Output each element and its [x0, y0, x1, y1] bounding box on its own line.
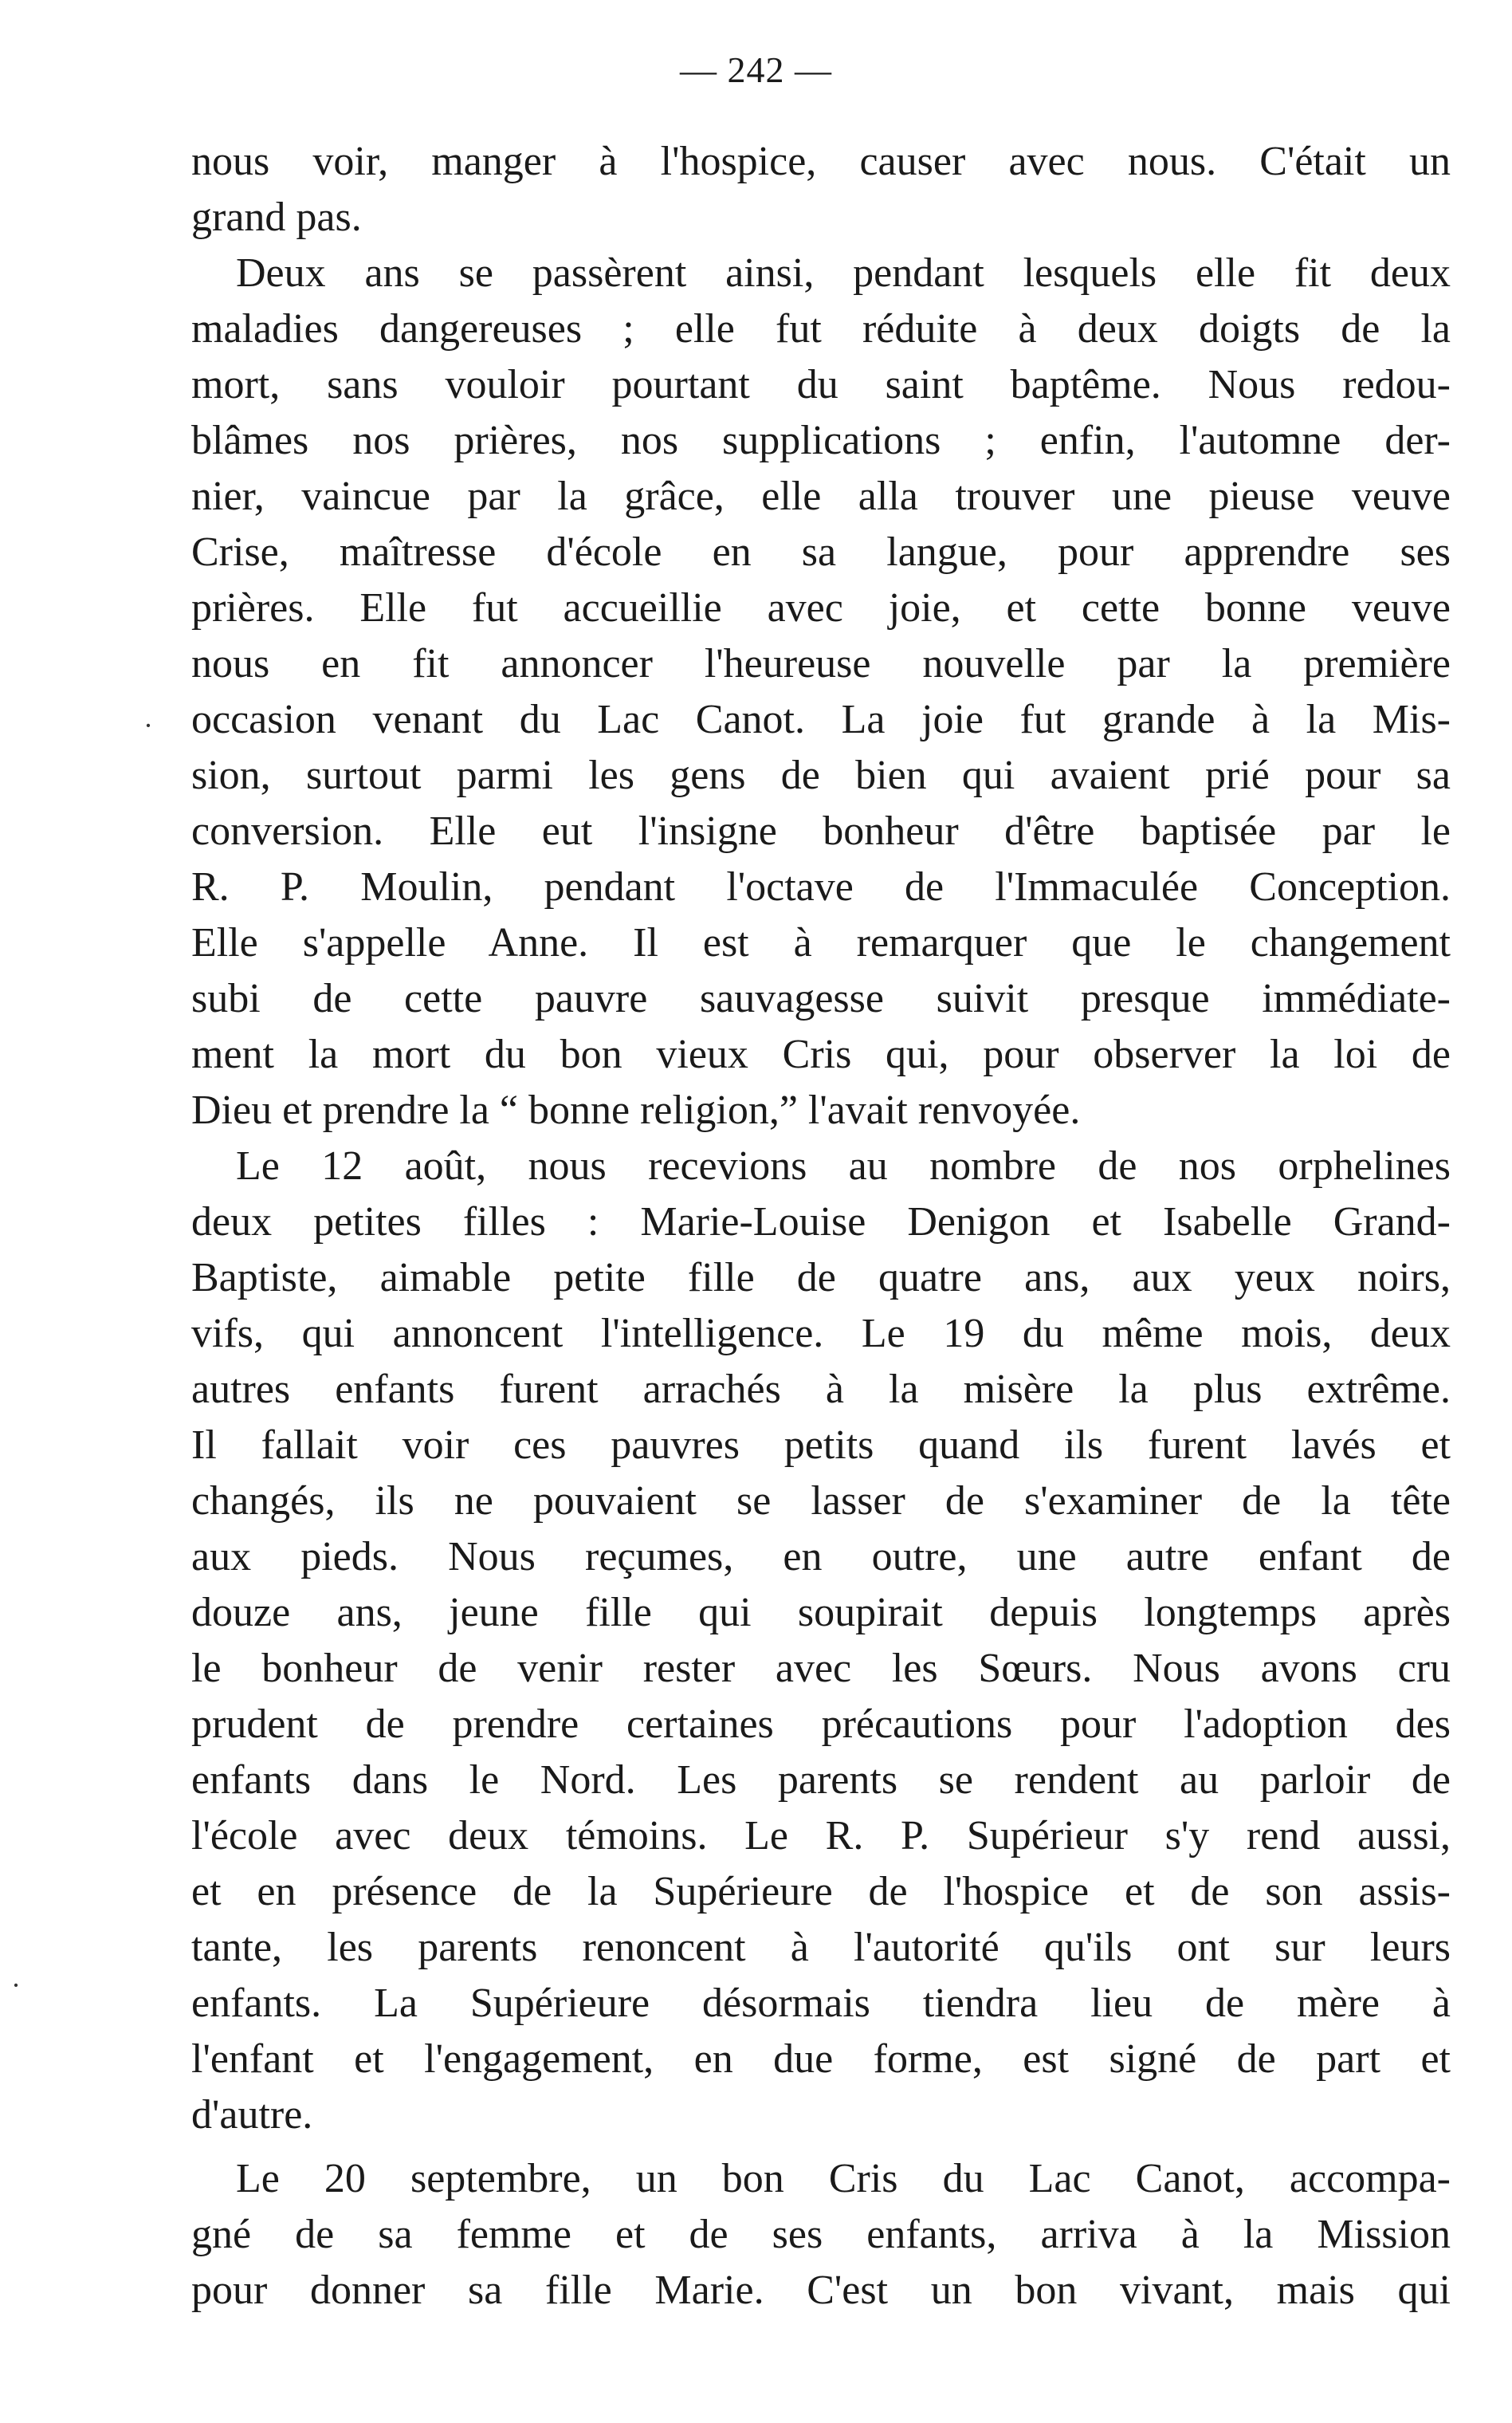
text-line: douze ans, jeune fille qui soupirait depuis longtemps après [191, 1590, 1451, 1635]
paragraph [191, 246, 1451, 1139]
text-line: grand pas. [191, 195, 362, 240]
text-line: mort, sans vouloir pourtant du saint baptême. Nous redou- [191, 362, 1451, 407]
text-line: Il fallait voir ces pauvres petits quand ils furent lavés et [191, 1422, 1451, 1468]
margin-dot: · [11, 1969, 21, 2001]
text-line: subi de cette pauvre sauvagesse suivit presque immédiate- [191, 976, 1451, 1021]
text-line: Le 20 septembre, un bon Cris du Lac Canot, accompa- [236, 2156, 1451, 2201]
text-line: deux petites filles : Marie-Louise Denigon et Isabelle Grand- [191, 1199, 1451, 1245]
paragraph-gap [191, 2143, 1451, 2151]
text-line: Dieu et prendre la “ bonne religion,” l'avait renvoyée. [191, 1088, 1081, 1133]
text-line: changés, ils ne pouvaient se lasser de s'examiner de la tête [191, 1478, 1451, 1524]
paragraph [191, 1139, 1451, 2143]
text-line: Elle s'appelle Anne. Il est à remarquer que le changement [191, 920, 1451, 966]
text-line: l'enfant et l'engagement, en due forme, est signé de part et [191, 2036, 1451, 2082]
text-line: vifs, qui annoncent l'intelligence. Le 19 du même mois, deux [191, 1311, 1451, 1356]
text-line: Baptiste, aimable petite fille de quatre ans, aux yeux noirs, [191, 1255, 1451, 1300]
paragraph [191, 2151, 1451, 2319]
text-line: aux pieds. Nous reçumes, en outre, une autre enfant de [191, 1534, 1451, 1579]
text-line: autres enfants furent arrachés à la misère la plus extrême. [191, 1367, 1451, 1412]
text-line: conversion. Elle eut l'insigne bonheur d'être baptisée par le [191, 808, 1451, 854]
text-line: ment la mort du bon vieux Cris qui, pour observer la loi de [191, 1032, 1451, 1077]
text-line: d'autre. [191, 2092, 313, 2138]
text-line: Le 12 août, nous recevions au nombre de nos orphelines [236, 1143, 1451, 1189]
paragraph [191, 134, 1451, 246]
text-line: l'école avec deux témoins. Le R. P. Supérieur s'y rend aussi, [191, 1813, 1451, 1859]
text-line: sion, surtout parmi les gens de bien qui avaient prié pour sa [191, 753, 1451, 798]
text-line: blâmes nos prières, nos supplications ; enfin, l'automne der- [191, 418, 1451, 463]
text-line: Deux ans se passèrent ainsi, pendant lesquels elle fit deux [236, 250, 1451, 296]
text-line: Crise, maîtresse d'école en sa langue, pour apprendre ses [191, 529, 1451, 575]
text-line: prudent de prendre certaines précautions pour l'adoption des [191, 1701, 1451, 1747]
text-line: R. P. Moulin, pendant l'octave de l'Immaculée Conception. [191, 864, 1451, 910]
body-text [191, 134, 1451, 2319]
margin-dot: · [143, 710, 153, 741]
text-line: enfants dans le Nord. Les parents se rendent au parloir de [191, 1757, 1451, 1803]
text-line: et en présence de la Supérieure de l'hospice et de son assis- [191, 1869, 1451, 1914]
page-number: — 242 — [680, 49, 832, 90]
text-line: nous voir, manger à l'hospice, causer avec nous. C'était un [191, 139, 1451, 184]
text-line: gné de sa femme et de ses enfants, arriva à la Mission [191, 2212, 1451, 2257]
text-line: maladies dangereuses ; elle fut réduite à deux doigts de la [191, 306, 1451, 352]
text-line: pour donner sa fille Marie. C'est un bon vivant, mais qui [191, 2268, 1451, 2313]
text-line: le bonheur de venir rester avec les Sœurs. Nous avons cru [191, 1646, 1451, 1691]
text-line: tante, les parents renoncent à l'autorité qu'ils ont sur leurs [191, 1925, 1451, 1970]
text-line: nous en fit annoncer l'heureuse nouvelle par la première [191, 641, 1451, 686]
text-line: occasion venant du Lac Canot. La joie fut grande à la Mis- [191, 697, 1451, 742]
text-line: enfants. La Supérieure désormais tiendra lieu de mère à [191, 1980, 1451, 2026]
text-line: nier, vaincue par la grâce, elle alla trouver une pieuse veuve [191, 474, 1451, 519]
text-line: prières. Elle fut accueillie avec joie, et cette bonne veuve [191, 585, 1451, 631]
